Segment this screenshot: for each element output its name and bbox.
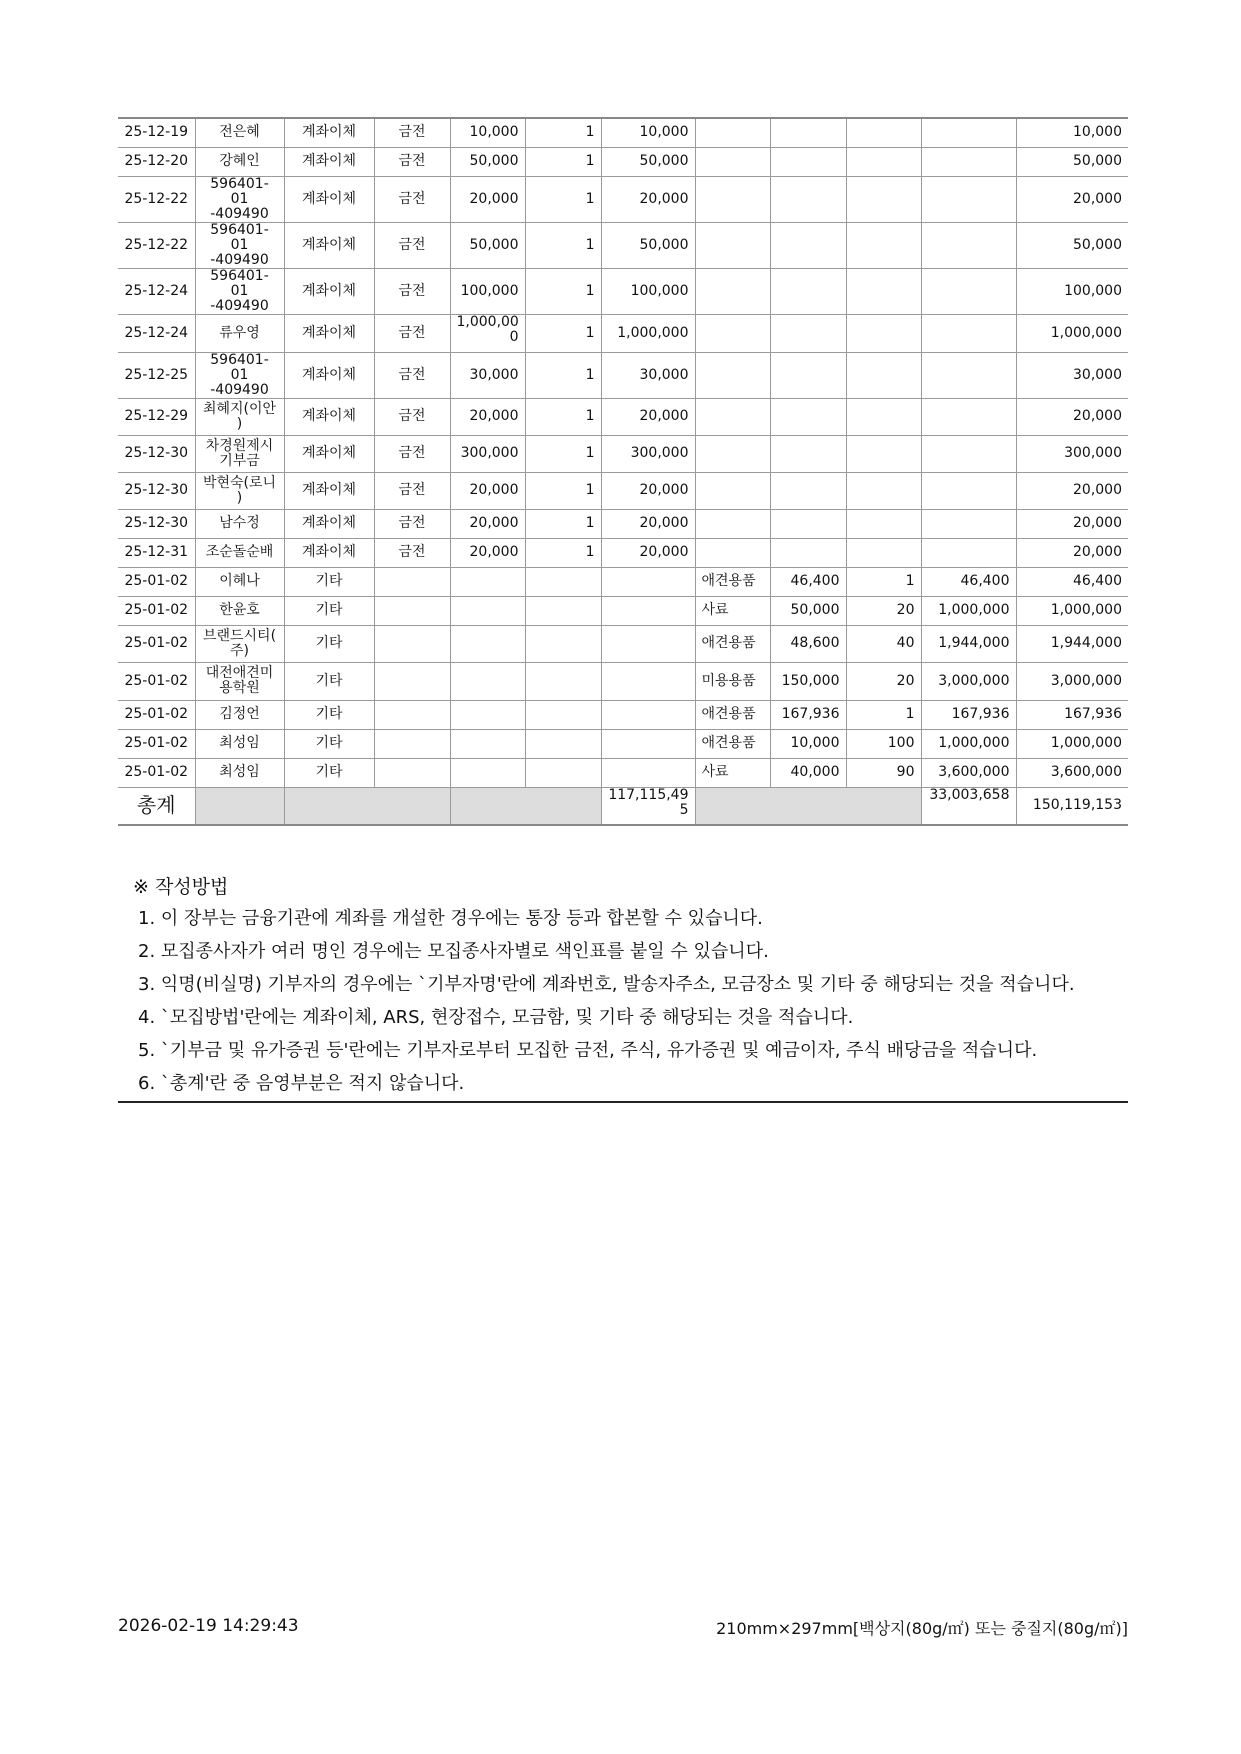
cash-unit-price: [450, 567, 525, 596]
goods-item: [695, 435, 770, 472]
goods-quantity: [846, 398, 921, 435]
cash-amount: [601, 729, 695, 758]
goods-amount: [921, 538, 1016, 567]
cash-unit-price: 1,000,00 0: [450, 314, 525, 352]
goods-quantity: 90: [846, 758, 921, 787]
entry-date: 25-12-22: [118, 176, 195, 222]
goods-unit-price: 48,600: [770, 625, 846, 662]
ledger-row: [118, 596, 1128, 625]
goods-amount: [921, 314, 1016, 352]
entry-date: 25-01-02: [118, 700, 195, 729]
cash-amount: [601, 662, 695, 700]
row-total: 3,000,000: [1016, 662, 1128, 700]
goods-item: [695, 222, 770, 268]
donor-name: 596401-01 -409490: [195, 352, 284, 398]
cash-unit-price: [450, 758, 525, 787]
entry-date: 25-12-20: [118, 147, 195, 176]
ledger-row: [118, 398, 1128, 435]
collection-method: 계좌이체: [284, 268, 374, 314]
goods-amount: 1,944,000: [921, 625, 1016, 662]
entry-date: 25-12-30: [118, 472, 195, 509]
donation-type: 금전: [374, 509, 450, 538]
goods-amount: 1,000,000: [921, 729, 1016, 758]
entry-date: 25-12-22: [118, 222, 195, 268]
collection-method: 기타: [284, 567, 374, 596]
cash-quantity: [525, 662, 601, 700]
goods-unit-price: [770, 314, 846, 352]
collection-method: 계좌이체: [284, 352, 374, 398]
goods-amount: [921, 118, 1016, 147]
donation-type: 금전: [374, 398, 450, 435]
goods-quantity: [846, 118, 921, 147]
goods-unit-price: [770, 118, 846, 147]
donor-name: 김정언: [195, 700, 284, 729]
goods-item: [695, 538, 770, 567]
cash-amount: [601, 700, 695, 729]
cash-unit-price: 20,000: [450, 472, 525, 509]
ledger-row: [118, 435, 1128, 472]
entry-date: 25-01-02: [118, 625, 195, 662]
goods-unit-price: 50,000: [770, 596, 846, 625]
collection-method: 계좌이체: [284, 147, 374, 176]
donor-name: 최혜지(이안 ): [195, 398, 284, 435]
donation-type: [374, 758, 450, 787]
cash-unit-price: 50,000: [450, 147, 525, 176]
donation-type: 금전: [374, 176, 450, 222]
ledger-row: [118, 176, 1128, 222]
goods-item: [695, 268, 770, 314]
donation-type: [374, 625, 450, 662]
donor-name: 596401-01 -409490: [195, 222, 284, 268]
collection-method: 기타: [284, 596, 374, 625]
ledger-row: [118, 758, 1128, 787]
cash-amount: 20,000: [601, 176, 695, 222]
entry-date: 25-12-29: [118, 398, 195, 435]
goods-amount: [921, 147, 1016, 176]
cash-quantity: [525, 758, 601, 787]
collection-method: 계좌이체: [284, 176, 374, 222]
goods-item: [695, 352, 770, 398]
collection-method: 기타: [284, 662, 374, 700]
collection-method: 계좌이체: [284, 472, 374, 509]
row-total: 30,000: [1016, 352, 1128, 398]
goods-unit-price: [770, 147, 846, 176]
donation-type: 금전: [374, 268, 450, 314]
collection-method: 기타: [284, 700, 374, 729]
entry-date: 25-12-25: [118, 352, 195, 398]
donation-type: 금전: [374, 435, 450, 472]
goods-item: 애견용품: [695, 729, 770, 758]
instruction-item: 3. 익명(비실명) 기부자의 경우에는 `기부자명'란에 계좌번호, 발송자주소, 모금장소 및 기타 중 해당되는 것을 적습니다.: [138, 974, 1075, 995]
instruction-item: 2. 모집종사자가 여러 명인 경우에는 모집종사자별로 색인표를 붙일 수 있습니다.: [138, 941, 769, 962]
donor-name: 조순돌순배: [195, 538, 284, 567]
goods-unit-price: [770, 435, 846, 472]
cash-total: 117,115,49 5: [601, 787, 695, 825]
goods-amount: [921, 268, 1016, 314]
ledger-row: [118, 729, 1128, 758]
row-total: 300,000: [1016, 435, 1128, 472]
row-total: 10,000: [1016, 118, 1128, 147]
donor-name: 이혜나: [195, 567, 284, 596]
goods-amount: 3,000,000: [921, 662, 1016, 700]
goods-quantity: 40: [846, 625, 921, 662]
collection-method: 계좌이체: [284, 118, 374, 147]
goods-unit-price: [770, 176, 846, 222]
cash-unit-price: 300,000: [450, 435, 525, 472]
goods-quantity: 20: [846, 596, 921, 625]
goods-item: [695, 398, 770, 435]
donation-type: [374, 596, 450, 625]
cash-quantity: 1: [525, 398, 601, 435]
total-label: 총계: [118, 787, 195, 825]
goods-quantity: 1: [846, 567, 921, 596]
cash-quantity: 1: [525, 472, 601, 509]
total-row: [118, 787, 1128, 825]
row-total: 1,944,000: [1016, 625, 1128, 662]
cash-amount: 50,000: [601, 147, 695, 176]
cash-quantity: 1: [525, 314, 601, 352]
goods-quantity: [846, 222, 921, 268]
collection-method: 계좌이체: [284, 314, 374, 352]
bottom-rule: [118, 1101, 1128, 1103]
donor-name: 류우영: [195, 314, 284, 352]
entry-date: 25-12-31: [118, 538, 195, 567]
donor-name: 최성임: [195, 758, 284, 787]
donation-type: 금전: [374, 222, 450, 268]
row-total: 20,000: [1016, 538, 1128, 567]
goods-unit-price: 46,400: [770, 567, 846, 596]
collection-method: 계좌이체: [284, 435, 374, 472]
goods-quantity: [846, 314, 921, 352]
goods-unit-price: 40,000: [770, 758, 846, 787]
donation-type: [374, 729, 450, 758]
donation-type: 금전: [374, 118, 450, 147]
shaded-cell: [695, 787, 921, 825]
cash-amount: 300,000: [601, 435, 695, 472]
goods-item: 애견용품: [695, 700, 770, 729]
entry-date: 25-12-30: [118, 509, 195, 538]
cash-unit-price: 20,000: [450, 509, 525, 538]
collection-method: 기타: [284, 625, 374, 662]
goods-item: 사료: [695, 758, 770, 787]
cash-unit-price: 30,000: [450, 352, 525, 398]
donation-type: 금전: [374, 147, 450, 176]
goods-item: 애견용품: [695, 625, 770, 662]
donation-type: [374, 567, 450, 596]
cash-quantity: 1: [525, 118, 601, 147]
goods-item: 애견용품: [695, 567, 770, 596]
goods-amount: [921, 176, 1016, 222]
collection-method: 기타: [284, 758, 374, 787]
cash-amount: 20,000: [601, 398, 695, 435]
goods-item: [695, 118, 770, 147]
ledger-row: [118, 662, 1128, 700]
goods-quantity: 100: [846, 729, 921, 758]
goods-unit-price: [770, 352, 846, 398]
collection-method: 계좌이체: [284, 538, 374, 567]
goods-quantity: [846, 538, 921, 567]
ledger-row: [118, 509, 1128, 538]
goods-amount: [921, 472, 1016, 509]
grand-total: 150,119,153: [1016, 787, 1128, 825]
cash-unit-price: [450, 662, 525, 700]
row-total: 50,000: [1016, 147, 1128, 176]
row-total: 1,000,000: [1016, 596, 1128, 625]
cash-unit-price: 20,000: [450, 398, 525, 435]
row-total: 1,000,000: [1016, 314, 1128, 352]
entry-date: 25-12-30: [118, 435, 195, 472]
instruction-item: 1. 이 장부는 금융기관에 계좌를 개설한 경우에는 통장 등과 합본할 수 있습니다.: [138, 908, 763, 929]
donation-type: [374, 700, 450, 729]
entry-date: 25-01-02: [118, 729, 195, 758]
row-total: 100,000: [1016, 268, 1128, 314]
ledger-row: [118, 222, 1128, 268]
entry-date: 25-01-02: [118, 596, 195, 625]
row-total: 20,000: [1016, 472, 1128, 509]
cash-amount: [601, 596, 695, 625]
goods-item: 미용용품: [695, 662, 770, 700]
goods-quantity: [846, 509, 921, 538]
shaded-cell: [195, 787, 284, 825]
collection-method: 계좌이체: [284, 509, 374, 538]
goods-quantity: 20: [846, 662, 921, 700]
entry-date: 25-01-02: [118, 758, 195, 787]
row-total: 20,000: [1016, 176, 1128, 222]
goods-unit-price: [770, 268, 846, 314]
writing-instructions: [118, 872, 1128, 1103]
row-total: 46,400: [1016, 567, 1128, 596]
cash-quantity: 1: [525, 268, 601, 314]
cash-unit-price: [450, 700, 525, 729]
goods-unit-price: [770, 538, 846, 567]
goods-item: [695, 472, 770, 509]
donation-type: 금전: [374, 538, 450, 567]
entry-date: 25-01-02: [118, 662, 195, 700]
donation-ledger-table: [118, 117, 1128, 826]
ledger-row: [118, 472, 1128, 509]
row-total: 1,000,000: [1016, 729, 1128, 758]
cash-amount: 20,000: [601, 538, 695, 567]
cash-unit-price: 50,000: [450, 222, 525, 268]
cash-amount: [601, 758, 695, 787]
cash-quantity: 1: [525, 509, 601, 538]
cash-amount: 30,000: [601, 352, 695, 398]
goods-unit-price: [770, 472, 846, 509]
goods-item: [695, 147, 770, 176]
goods-amount: 167,936: [921, 700, 1016, 729]
cash-quantity: [525, 625, 601, 662]
goods-quantity: 1: [846, 700, 921, 729]
goods-item: [695, 176, 770, 222]
entry-date: 25-12-24: [118, 268, 195, 314]
ledger-row: [118, 118, 1128, 147]
cash-quantity: [525, 700, 601, 729]
print-timestamp: 2026-02-19 14:29:43: [118, 1616, 299, 1636]
ledger-row: [118, 147, 1128, 176]
donor-name: 박현숙(로니 ): [195, 472, 284, 509]
goods-item: 사료: [695, 596, 770, 625]
cash-quantity: 1: [525, 222, 601, 268]
donor-name: 남수정: [195, 509, 284, 538]
donor-name: 강혜인: [195, 147, 284, 176]
cash-quantity: 1: [525, 147, 601, 176]
cash-quantity: 1: [525, 435, 601, 472]
cash-quantity: [525, 729, 601, 758]
goods-quantity: [846, 268, 921, 314]
row-total: 20,000: [1016, 398, 1128, 435]
cash-amount: 10,000: [601, 118, 695, 147]
goods-amount: [921, 435, 1016, 472]
cash-amount: [601, 567, 695, 596]
paper-spec: 210mm×297mm[백상지(80g/㎡) 또는 중질지(80g/㎡)]: [716, 1619, 1128, 1638]
goods-amount: 46,400: [921, 567, 1016, 596]
donation-type: 금전: [374, 314, 450, 352]
goods-item: [695, 509, 770, 538]
row-total: 3,600,000: [1016, 758, 1128, 787]
ledger-row: [118, 314, 1128, 352]
collection-method: 기타: [284, 729, 374, 758]
ledger-row: [118, 352, 1128, 398]
goods-unit-price: [770, 509, 846, 538]
cash-quantity: [525, 567, 601, 596]
cash-amount: 50,000: [601, 222, 695, 268]
ledger-row: [118, 567, 1128, 596]
shaded-cell: [450, 787, 601, 825]
goods-unit-price: [770, 398, 846, 435]
cash-unit-price: 100,000: [450, 268, 525, 314]
cash-unit-price: 20,000: [450, 538, 525, 567]
cash-amount: 1,000,000: [601, 314, 695, 352]
goods-amount: 3,600,000: [921, 758, 1016, 787]
goods-quantity: [846, 472, 921, 509]
goods-amount: [921, 352, 1016, 398]
donor-name: 대전애견미 용학원: [195, 662, 284, 700]
ledger-row: [118, 625, 1128, 662]
cash-quantity: [525, 596, 601, 625]
collection-method: 계좌이체: [284, 222, 374, 268]
goods-amount: 1,000,000: [921, 596, 1016, 625]
donation-type: [374, 662, 450, 700]
goods-unit-price: 10,000: [770, 729, 846, 758]
goods-quantity: [846, 147, 921, 176]
donor-name: 한윤호: [195, 596, 284, 625]
goods-quantity: [846, 435, 921, 472]
row-total: 167,936: [1016, 700, 1128, 729]
donor-name: 브랜드시티( 주): [195, 625, 284, 662]
cash-amount: 20,000: [601, 472, 695, 509]
cash-quantity: 1: [525, 176, 601, 222]
entry-date: 25-12-24: [118, 314, 195, 352]
row-total: 20,000: [1016, 509, 1128, 538]
ledger-row: [118, 268, 1128, 314]
cash-unit-price: [450, 729, 525, 758]
goods-unit-price: 167,936: [770, 700, 846, 729]
goods-unit-price: [770, 222, 846, 268]
cash-amount: 100,000: [601, 268, 695, 314]
shaded-cell: [284, 787, 450, 825]
goods-amount: [921, 222, 1016, 268]
cash-unit-price: 10,000: [450, 118, 525, 147]
entry-date: 25-01-02: [118, 567, 195, 596]
goods-amount: [921, 398, 1016, 435]
donor-name: 최성임: [195, 729, 284, 758]
goods-unit-price: 150,000: [770, 662, 846, 700]
instructions-heading: ※ 작성방법: [133, 876, 229, 898]
goods-total: 33,003,658: [921, 787, 1016, 825]
entry-date: 25-12-19: [118, 118, 195, 147]
donor-name: 차경원제시 기부금: [195, 435, 284, 472]
donation-type: 금전: [374, 352, 450, 398]
instruction-item: 6. `총계'란 중 음영부분은 적지 않습니다.: [138, 1073, 465, 1094]
ledger-row: [118, 700, 1128, 729]
goods-item: [695, 314, 770, 352]
cash-amount: [601, 625, 695, 662]
donor-name: 전은혜: [195, 118, 284, 147]
cash-quantity: 1: [525, 352, 601, 398]
goods-quantity: [846, 176, 921, 222]
goods-quantity: [846, 352, 921, 398]
cash-unit-price: [450, 625, 525, 662]
cash-amount: 20,000: [601, 509, 695, 538]
ledger-row: [118, 538, 1128, 567]
cash-unit-price: 20,000: [450, 176, 525, 222]
donation-type: 금전: [374, 472, 450, 509]
cash-unit-price: [450, 596, 525, 625]
goods-amount: [921, 509, 1016, 538]
donor-name: 596401-01 -409490: [195, 176, 284, 222]
instruction-item: 5. `기부금 및 유가증권 등'란에는 기부자로부터 모집한 금전, 주식, 유가증권 및 예금이자, 주식 배당금을 적습니다.: [138, 1040, 1038, 1061]
cash-quantity: 1: [525, 538, 601, 567]
row-total: 50,000: [1016, 222, 1128, 268]
collection-method: 계좌이체: [284, 398, 374, 435]
instruction-item: 4. `모집방법'란에는 계좌이체, ARS, 현장접수, 모금함, 및 기타 중 해당되는 것을 적습니다.: [138, 1007, 854, 1028]
donor-name: 596401-01 -409490: [195, 268, 284, 314]
